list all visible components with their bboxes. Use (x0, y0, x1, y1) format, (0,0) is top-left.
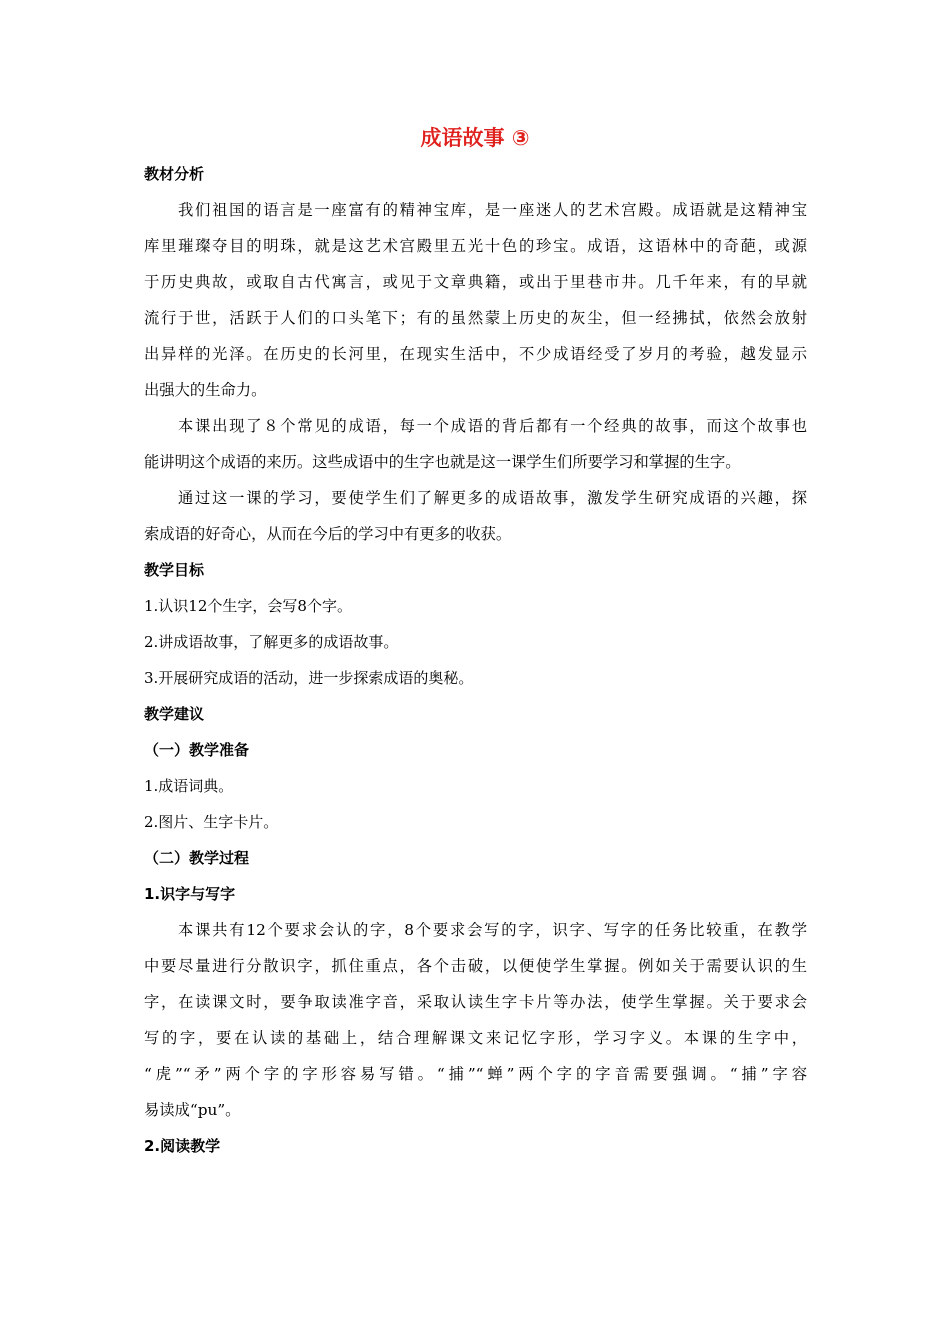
analysis-p3-line: 索成语的好奇心，从而在今后的学习中有更多的收获。 (144, 525, 512, 543)
goal-item: 1.认识12个生字，会写8个字。 (144, 597, 352, 615)
heading-goals: 教学目标 (144, 561, 205, 579)
step1-line: 字，在读课文时，要争取读准字音，采取认读生字卡片等办法，使学生掌握。关于要求会 (144, 993, 807, 1011)
analysis-p1-line: 库里璀璨夺目的明珠，就是这艺术宫殿里五光十色的珍宝。成语，这语林中的奇葩，或源 (144, 237, 807, 255)
heading-analysis: 教材分析 (144, 165, 205, 183)
analysis-p1-line: 我们祖国的语言是一座富有的精神宝库，是一座迷人的艺术宫殿。成语就是这精神宝 (178, 201, 807, 219)
goal-item: 3.开展研究成语的活动，进一步探索成语的奥秘。 (144, 669, 474, 687)
analysis-p3-line: 通过这一课的学习，要使学生们了解更多的成语故事，激发学生研究成语的兴趣，探 (178, 489, 807, 507)
heading-suggestions: 教学建议 (144, 705, 205, 723)
heading-step1: 1.识字与写字 (144, 885, 236, 903)
analysis-p1-line: 于历史典故，或取自古代寓言，或见于文章典籍，或出于里巷市井。几千年来，有的早就 (144, 273, 807, 291)
step1-line: “虎”“矛”两个字的字形容易写错。“捕”“蝉”两个字的字音需要强调。“捕”字容 (144, 1065, 807, 1083)
analysis-p2-line: 本课出现了８个常见的成语，每一个成语的背后都有一个经典的故事，而这个故事也 (178, 417, 807, 435)
analysis-p1-line: 出异样的光泽。在历史的长河里，在现实生活中，不少成语经受了岁月的考验，越发显示 (144, 345, 807, 363)
step1-line: 本课共有12个要求会认的字，8个要求会写的字，识字、写字的任务比较重，在教学 (178, 921, 807, 939)
page-title: 成语故事 ③ (420, 126, 530, 150)
goal-item: 2.讲成语故事，了解更多的成语故事。 (144, 633, 399, 651)
step1-line: 写的字，要在认读的基础上，结合理解课文来记忆字形，学习字义。本课的生字中， (144, 1029, 807, 1047)
prep-item: 2.图片、生字卡片。 (144, 813, 279, 831)
step1-line: 易读成“pu”。 (144, 1101, 241, 1119)
heading-step2: 2.阅读教学 (144, 1137, 221, 1155)
prep-item: 1.成语词典。 (144, 777, 234, 795)
heading-prep: （一）教学准备 (144, 741, 250, 759)
step1-line: 中要尽量进行分散识字，抓住重点，各个击破，以便使学生掌握。例如关于需要认识的生 (144, 957, 807, 975)
analysis-p1-line: 流行于世，活跃于人们的口头笔下；有的虽然蒙上历史的灰尘，但一经拂拭，依然会放射 (144, 309, 807, 327)
analysis-p2-line: 能讲明这个成语的来历。这些成语中的生字也就是这一课学生们所要学习和掌握的生字。 (144, 453, 741, 471)
heading-process: （二）教学过程 (144, 849, 250, 867)
analysis-p1-line: 出强大的生命力。 (144, 381, 267, 399)
